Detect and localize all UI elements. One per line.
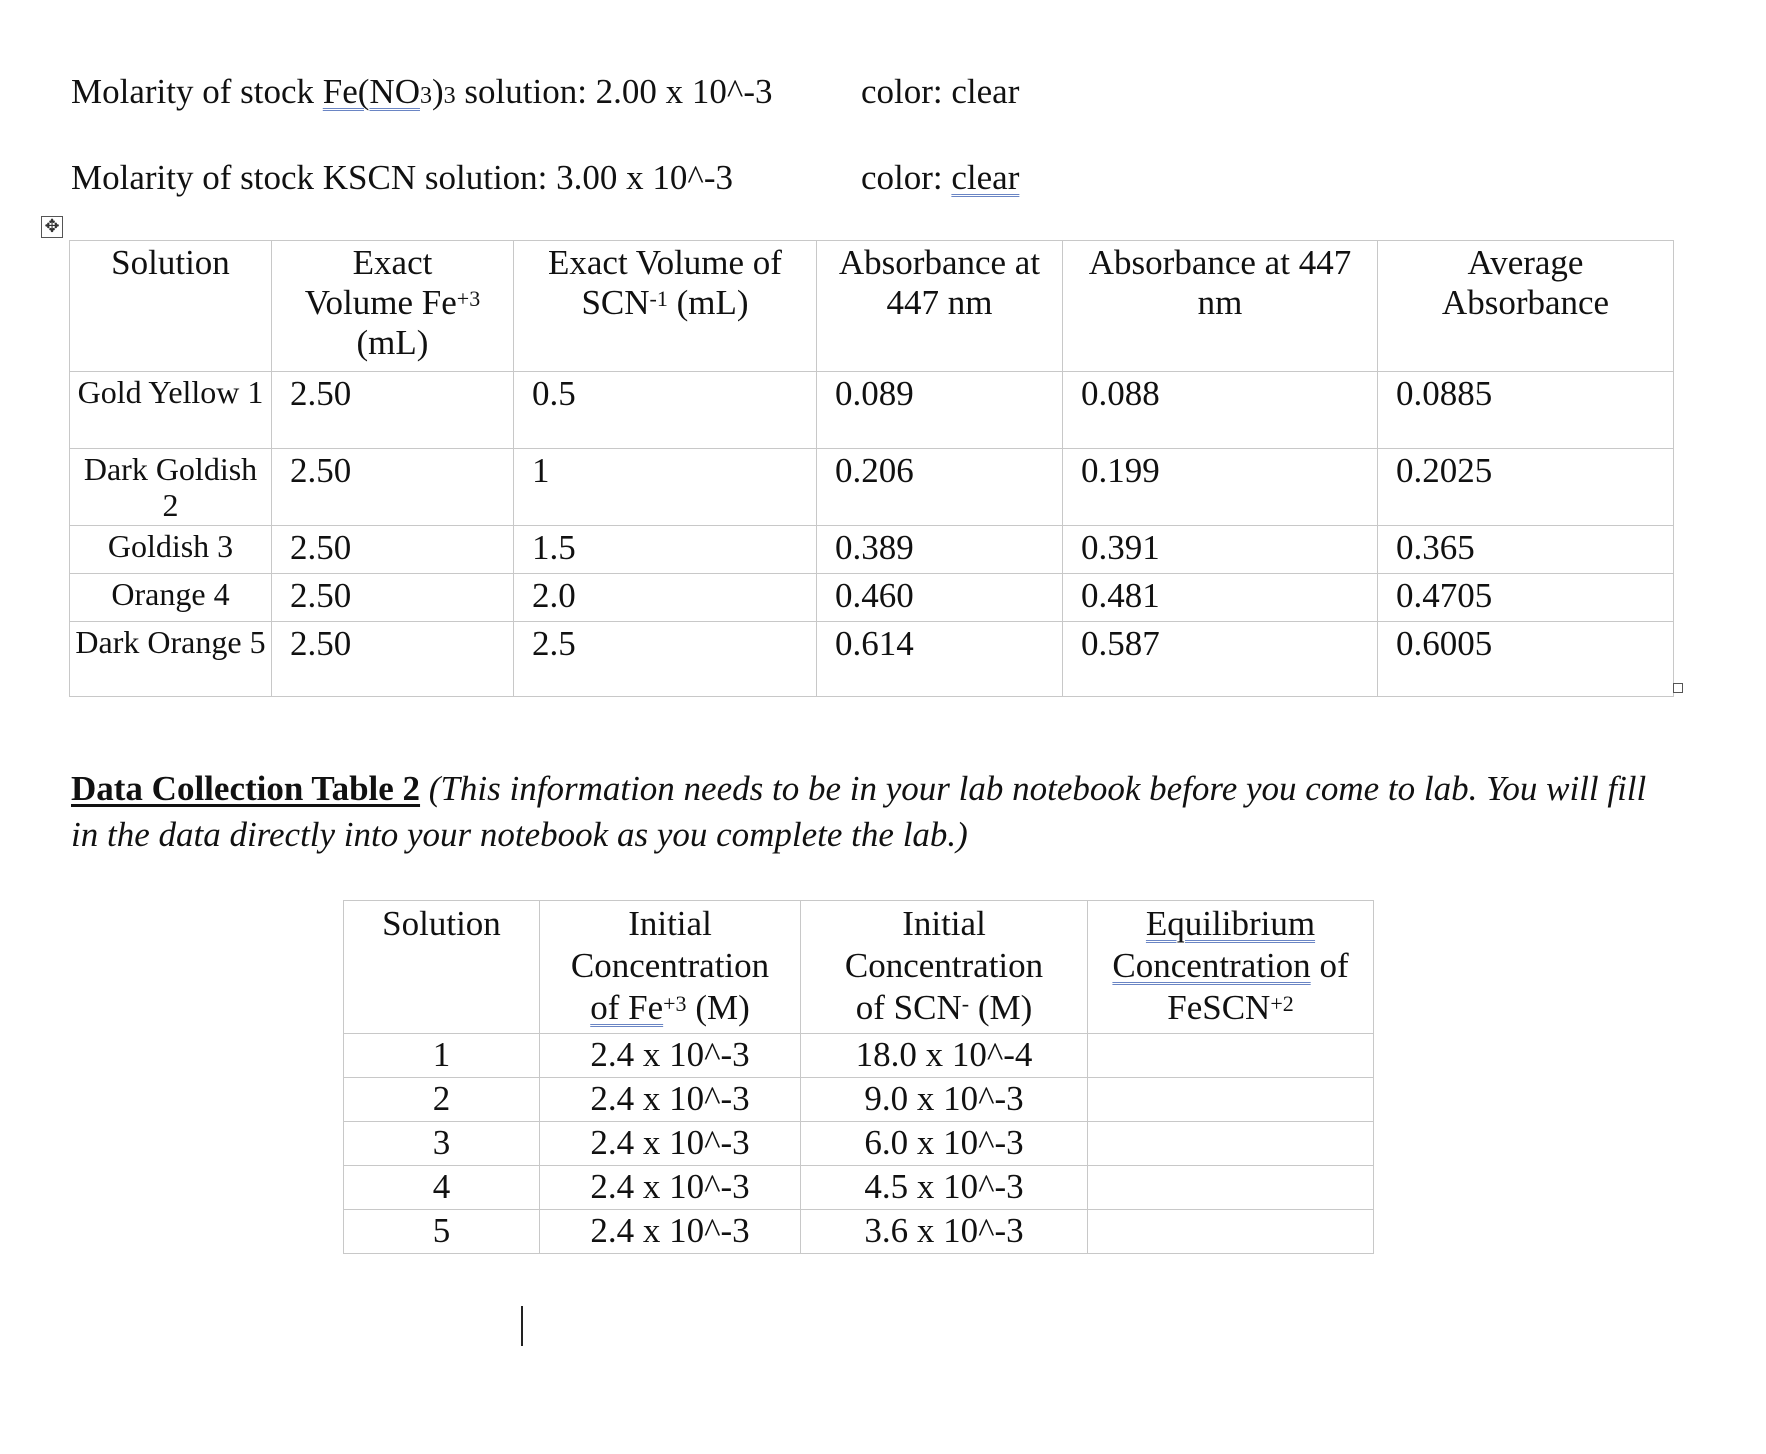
- cell-initial-fe: 2.4 x 10^-3: [540, 1078, 801, 1122]
- cell-absorbance-1: 0.389: [817, 526, 1063, 574]
- cell-fe-volume: 2.50: [272, 574, 514, 622]
- fe-stock-line: [71, 72, 773, 116]
- concentration-table: [343, 900, 1374, 1254]
- fe-stock-compound: Fe(NO: [322, 72, 420, 111]
- cell-scn-volume: 2.5: [514, 622, 817, 697]
- cell-average: 0.6005: [1378, 622, 1674, 697]
- cell-equilibrium[interactable]: [1088, 1078, 1374, 1122]
- cell-absorbance-2: 0.391: [1063, 526, 1378, 574]
- cell-initial-fe: 2.4 x 10^-3: [540, 1210, 801, 1254]
- table-header-row: [344, 901, 1374, 1034]
- table-row: [70, 449, 1674, 526]
- table-row: [344, 1078, 1374, 1122]
- header-absorbance-1: Absorbance at 447 nm: [817, 241, 1063, 372]
- cell-solution: Dark Goldish 2: [70, 449, 272, 526]
- cell-solution: 2: [344, 1078, 540, 1122]
- cell-absorbance-2: 0.088: [1063, 372, 1378, 449]
- header-equilibrium: Equilibrium Concentration of FeSCN$^{+2}$: [1088, 901, 1374, 1034]
- table-row: [344, 1034, 1374, 1078]
- table-row: [70, 526, 1674, 574]
- cell-equilibrium[interactable]: [1088, 1210, 1374, 1254]
- header-absorbance-2: Absorbance at 447 nm: [1063, 241, 1378, 372]
- table-row: [344, 1166, 1374, 1210]
- cell-initial-scn: 4.5 x 10^-3: [801, 1166, 1088, 1210]
- cell-equilibrium[interactable]: [1088, 1034, 1374, 1078]
- header-initial-fe: Initial Concentration of $Fe^{+3}$ (M): [540, 901, 801, 1034]
- cell-average: 0.365: [1378, 526, 1674, 574]
- fe-stock-label: Molarity of stock: [71, 72, 323, 111]
- absorbance-table: [69, 240, 1674, 697]
- header-initial-scn: Initial Concentration of SCN- (M): [801, 901, 1088, 1034]
- cell-scn-volume: 0.5: [514, 372, 817, 449]
- cell-initial-fe: 2.4 x 10^-3: [540, 1122, 801, 1166]
- cell-average: 0.4705: [1378, 574, 1674, 622]
- table2-note: (This information needs to be in your lab notebook before you come to lab. You will fill in the data directly into your notebook as you complete the lab.): [71, 769, 1647, 854]
- text-cursor: [521, 1306, 523, 1346]
- table2-heading: [71, 766, 1671, 858]
- cell-absorbance-2: 0.481: [1063, 574, 1378, 622]
- cell-initial-scn: 18.0 x 10^-4: [801, 1034, 1088, 1078]
- cell-absorbance-1: 0.460: [817, 574, 1063, 622]
- fe-subscript-2: 3: [443, 83, 456, 109]
- cell-initial-scn: 6.0 x 10^-3: [801, 1122, 1088, 1166]
- table-row: [344, 1210, 1374, 1254]
- kscn-stock-color: color: clear: [861, 158, 1020, 197]
- cell-equilibrium[interactable]: [1088, 1122, 1374, 1166]
- cell-absorbance-1: 0.206: [817, 449, 1063, 526]
- table-row: [70, 372, 1674, 449]
- header-average-absorbance: Average Absorbance: [1378, 241, 1674, 372]
- cell-initial-scn: 3.6 x 10^-3: [801, 1210, 1088, 1254]
- cell-scn-volume: 1: [514, 449, 817, 526]
- cell-scn-volume: 1.5: [514, 526, 817, 574]
- cell-solution: Gold Yellow 1: [70, 372, 272, 449]
- cell-solution: 3: [344, 1122, 540, 1166]
- cell-fe-volume: 2.50: [272, 622, 514, 697]
- cell-fe-volume: 2.50: [272, 526, 514, 574]
- table-header-row: [70, 241, 1674, 372]
- fe-close-paren: ): [432, 72, 444, 111]
- cell-absorbance-1: 0.614: [817, 622, 1063, 697]
- cell-initial-fe: 2.4 x 10^-3: [540, 1034, 801, 1078]
- cell-scn-volume: 2.0: [514, 574, 817, 622]
- cell-fe-volume: 2.50: [272, 372, 514, 449]
- fe-subscript-1: 3: [420, 83, 432, 109]
- cell-initial-scn: 9.0 x 10^-3: [801, 1078, 1088, 1122]
- cell-solution: Goldish 3: [70, 526, 272, 574]
- table2-title: Data Collection Table 2: [71, 769, 421, 808]
- table-move-handle-icon[interactable]: ✥: [41, 216, 63, 238]
- header-solution: Solution: [70, 241, 272, 372]
- cell-solution: 4: [344, 1166, 540, 1210]
- table-row: [344, 1122, 1374, 1166]
- table-row: [70, 574, 1674, 622]
- table-resize-handle-icon[interactable]: [1673, 683, 1683, 693]
- cell-solution: Dark Orange 5: [70, 622, 272, 697]
- cell-equilibrium[interactable]: [1088, 1166, 1374, 1210]
- cell-initial-fe: 2.4 x 10^-3: [540, 1166, 801, 1210]
- cell-average: 0.2025: [1378, 449, 1674, 526]
- cell-solution: Orange 4: [70, 574, 272, 622]
- cell-fe-volume: 2.50: [272, 449, 514, 526]
- cell-average: 0.0885: [1378, 372, 1674, 449]
- cell-absorbance-1: 0.089: [817, 372, 1063, 449]
- cell-absorbance-2: 0.587: [1063, 622, 1378, 697]
- header-fe-volume: Exact Volume $Fe^{+3}$ (mL): [272, 241, 514, 372]
- header-solution: Solution: [344, 901, 540, 1034]
- fe-stock-color: color: clear: [861, 72, 1020, 111]
- fe-stock-molarity: solution: 2.00 x 10^-3: [455, 72, 773, 111]
- cell-absorbance-2: 0.199: [1063, 449, 1378, 526]
- header-scn-volume: Exact Volume of $SCN^{-1}$ (mL): [514, 241, 817, 372]
- cell-solution: 5: [344, 1210, 540, 1254]
- table-row: [70, 622, 1674, 697]
- cell-solution: 1: [344, 1034, 540, 1078]
- kscn-stock-line: Molarity of stock KSCN solution: 3.00 x 10^-3: [71, 158, 733, 197]
- kscn-color-value: clear: [951, 158, 1020, 197]
